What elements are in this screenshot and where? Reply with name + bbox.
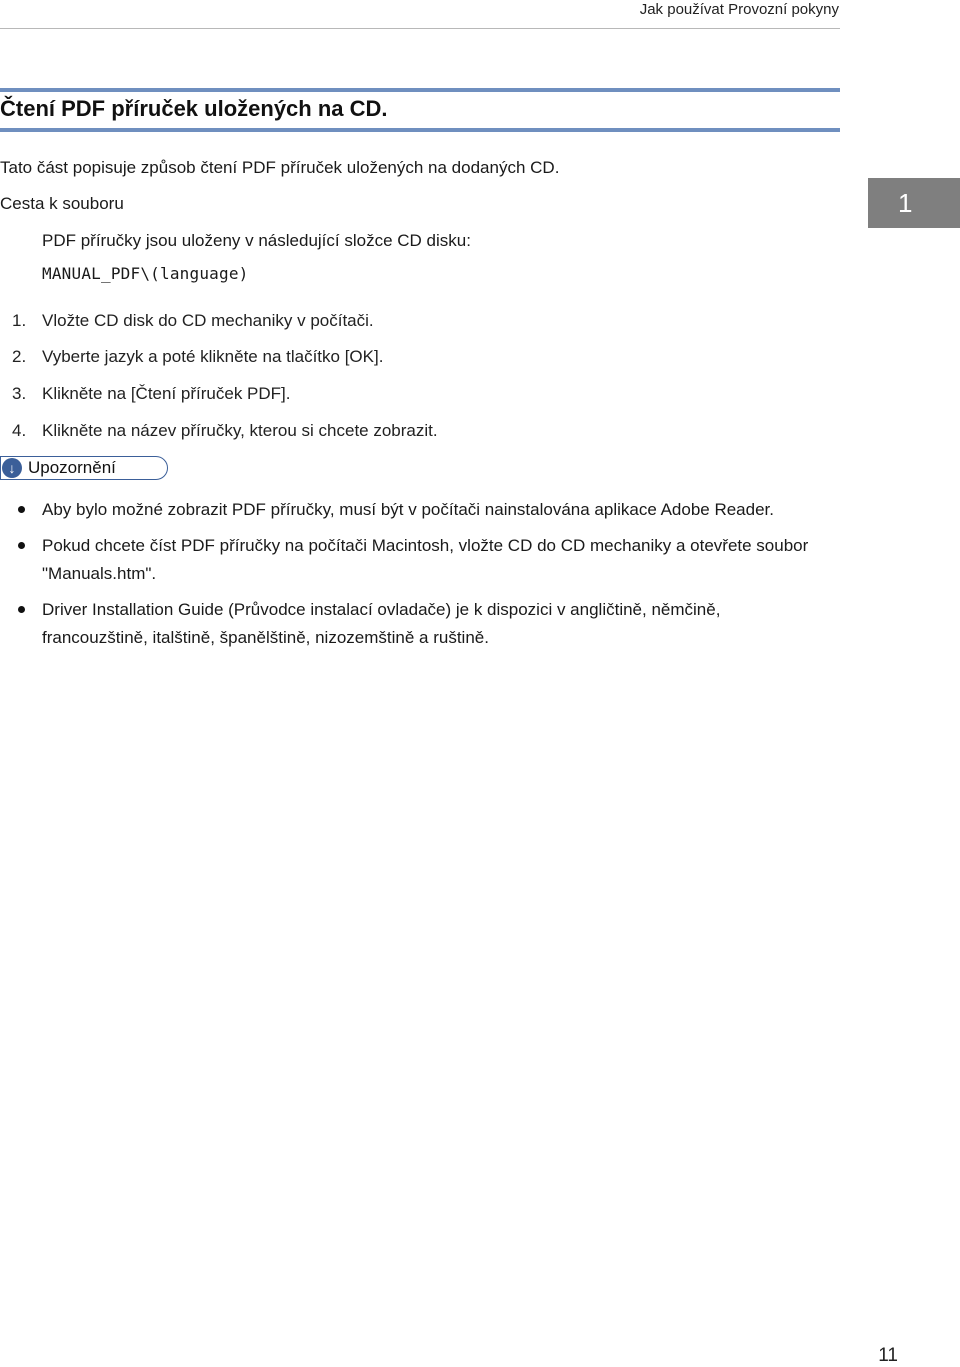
step-text: Klikněte na název příručky, kterou si chcete zobrazit. bbox=[42, 421, 438, 440]
chapter-number: 1 bbox=[898, 188, 913, 218]
chapter-tab bbox=[868, 178, 960, 228]
step-text: Vyberte jazyk a poté klikněte na tlačítko [OK]. bbox=[42, 347, 384, 366]
title-rule-bottom bbox=[0, 128, 840, 132]
step-number: 4. bbox=[12, 421, 27, 440]
path-value: MANUAL_PDF\(language) bbox=[42, 264, 249, 283]
step-number: 1. bbox=[12, 311, 27, 330]
step-text: Vložte CD disk do CD mechaniky v počítači. bbox=[42, 311, 374, 330]
running-header: Jak používat Provozní pokyny bbox=[639, 1, 839, 18]
page-title: Čtení PDF příruček uložených na CD. bbox=[0, 96, 388, 121]
bullet-icon bbox=[18, 506, 25, 513]
path-description: PDF příručky jsou uloženy v následující složce CD disku: bbox=[42, 231, 471, 250]
step-number: 3. bbox=[12, 384, 27, 403]
header-divider bbox=[0, 28, 840, 29]
info-down-arrow-icon: ↓ bbox=[2, 458, 22, 478]
step-1 bbox=[12, 310, 374, 332]
step-number: 2. bbox=[12, 347, 27, 366]
note-text: Pokud chcete číst PDF příručky na počítači Macintosh, vložte CD do CD mechaniky a otevřete soubor "Manuals.htm". bbox=[42, 536, 809, 583]
step-text: Klikněte na [Čtení příruček PDF]. bbox=[42, 384, 291, 403]
bullet-icon bbox=[18, 542, 25, 549]
note-text: Aby bylo možné zobrazit PDF příručky, musí být v počítači nainstalována aplikace Adobe Reader. bbox=[42, 500, 774, 519]
intro-paragraph: Tato část popisuje způsob čtení PDF příruček uložených na dodaných CD. bbox=[0, 158, 560, 177]
note-label: Upozornění bbox=[28, 458, 116, 477]
page-number: 11 bbox=[878, 1345, 898, 1366]
step-2 bbox=[12, 346, 383, 368]
step-4 bbox=[12, 420, 438, 442]
step-3 bbox=[12, 383, 291, 405]
path-heading: Cesta k souboru bbox=[0, 194, 124, 213]
note-text: Driver Installation Guide (Průvodce instalací ovladače) je k dispozici v angličtině, němčině, francouzštině, italštině, španělštině, nizozemštině a ruštině. bbox=[42, 600, 721, 647]
bullet-icon bbox=[18, 606, 25, 613]
